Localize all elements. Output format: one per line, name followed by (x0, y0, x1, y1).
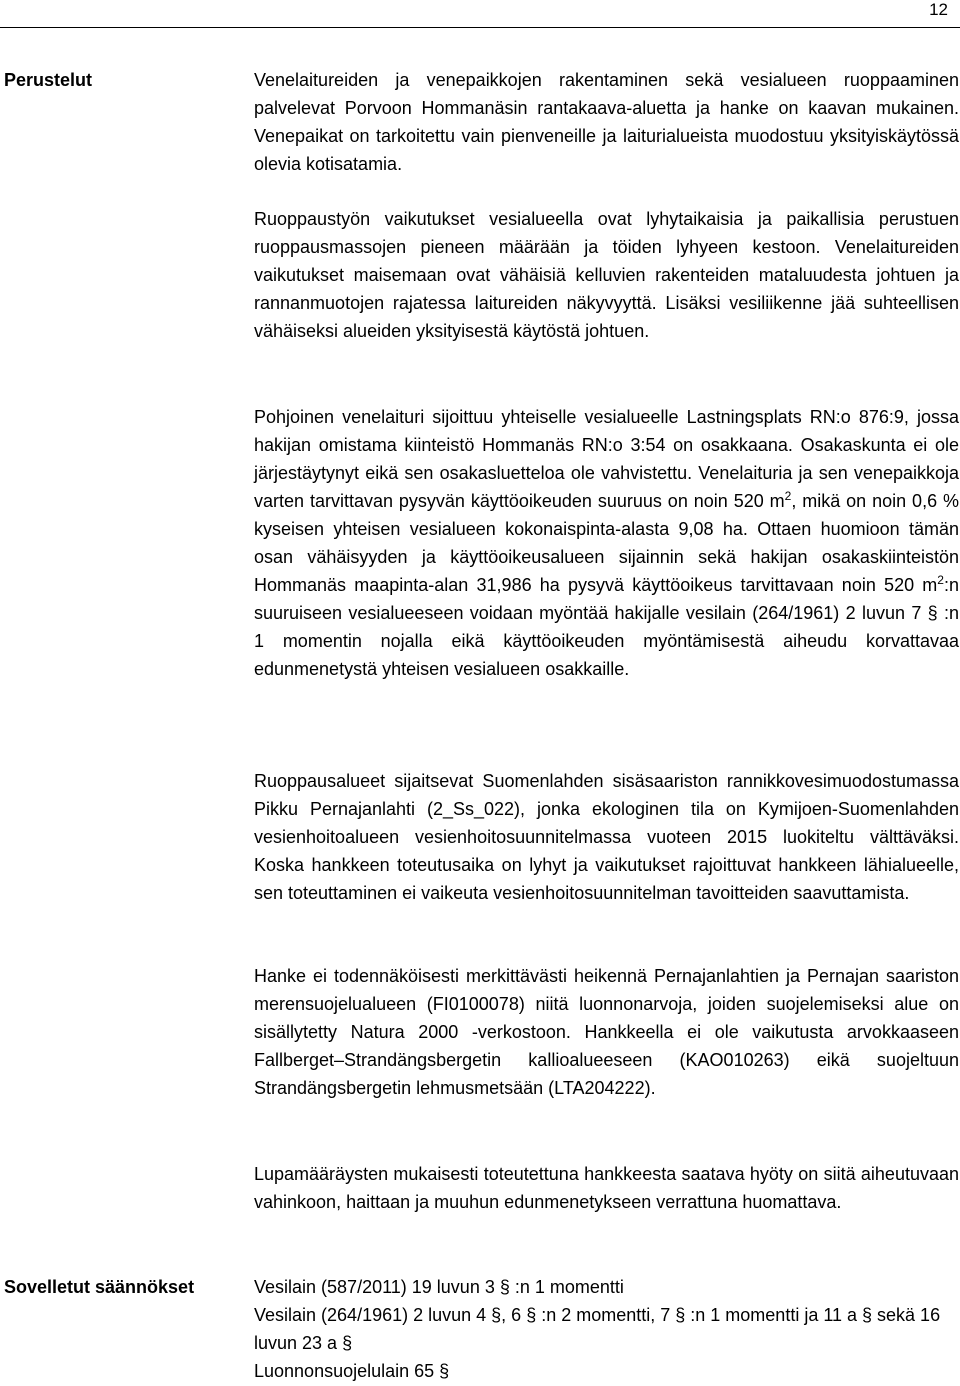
paragraph-3-text-b: , mikä on noin 0,6 % kyseisen yhteisen vesialueen kokonaispinta-alasta 9,08 ha. Ottaen huomioon tämän osan vähäisyyden ja käyttöoikeusalueen sijainnin sekä hakijan osakaskiinteistön Hommanäs maapinta-alan 31,986 ha pysyvä käyttöoikeus tarvittavaan noin 520 m (254, 491, 959, 595)
paragraph-2: Ruoppaustyön vaikutukset vesialueella ovat lyhytaikaisia ja paikallisia perustuen ruoppausmassojen pieneen määrään ja töiden lyhyeen kestoon. Venelaitureiden vaikutukset maisemaan ovat vähäisiä kelluvien rakenteiden mataluudesta johtuen ja rannanmuotojen rajatessa laitureiden näkyvyyttä. Lisäksi vesiliikenne jää suhteellisen vähäiseksi alueiden yksityisestä käytöstä johtuen. (254, 209, 959, 341)
paragraph-6: Lupamääräysten mukaisesti toteutettuna hankkeesta saatava hyöty on siitä aiheutuvaan vahinkoon, haittaan ja muuhun edunmenetykseen verrattuna huomattava. (254, 1164, 959, 1212)
paragraph-3-text-a: Pohjoinen venelaituri sijoittuu yhteiselle vesialueelle Lastningsplats RN:o 876:9, jossa hakijan omistama kiinteistö Hommanäs RN:o 3:54 on osakkaana. Osakaskunta ei ole järjestäytynyt eikä sen osakasluetteloa ole vahvistettu. Venelaituria ja sen venepaikkoja varten tarvittavan pysyvän käyttöoikeuden suuruus on noin 520 m (254, 407, 959, 511)
header-divider (0, 27, 960, 28)
provision-line: Vesilain (587/2011) 19 luvun 3 § :n 1 momentti (254, 1277, 624, 1297)
provision-line: Vesilain (264/1961) 2 luvun 4 §, 6 § :n 2 momentti, 7 § :n 1 momentti ja 11 a § sekä 16 luvun 23 a § (254, 1305, 941, 1353)
paragraph-3-sup-b: 2 (937, 573, 944, 587)
section-label-sovelletut: Sovelletut säännökset (4, 1277, 195, 1297)
paragraph-3-text-c: :n suuruiseen vesialueeseen voidaan myöntää hakijalle vesilain (264/1961) 2 luvun 7 § :n 1 momentin nojalla eikä käyttöoikeuden myöntämisestä aiheudu korvattavaa edunmenetystä yhteisen vesialueen osakkaille. (254, 575, 959, 679)
page-number: 12 (929, 0, 948, 19)
paragraph-3-sup-a: 2 (784, 489, 792, 503)
paragraph-4: Ruoppausalueet sijaitsevat Suomenlahden sisäsaariston rannikkovesimuodostumassa Pikku Pernajanlahti (2_Ss_022), jonka ekologinen tila on Kymijoen-Suomenlahden vesienhoitoalueen vesienhoitosuunnitelmassa vuoteen 2015 luokiteltu välttäväksi. Koska hankkeen toteutusaika on lyhyt ja vaikutukset rajoittuvat hankkeen lähialueelle, sen toteuttaminen ei vaikeuta vesienhoitosuunnitelman tavoitteiden saavuttamista. (254, 771, 959, 903)
paragraph-5: Hanke ei todennäköisesti merkittävästi heikennä Pernajanlahtien ja Pernajan saariston merensuojelualueen (FI0100078) niitä luonnonarvoja, joiden suojelemiseksi alue on sisällytetty Natura 2000 -verkostoon. Hankkeella ei ole vaikutusta arvokkaaseen Fallberget–Strandängsbergetin kallioalueeseen (KAO010263) eikä suojeltuun Strandängsbergetin lehmusmetsään (LTA204222). (254, 966, 959, 1098)
section-label-perustelut: Perustelut (4, 70, 93, 90)
provision-line: Luonnonsuojelulain 65 § (254, 1361, 450, 1381)
paragraph-1: Venelaitureiden ja venepaikkojen rakentaminen sekä vesialueen ruoppaaminen palvelevat Porvoon Hommanäsin rantakaava-aluetta ja hanke on kaavan mukainen. Venepaikat on tarkoitettu vain pienveneille ja laiturialueista muodostuu yksityiskäytössä olevia kotisatamia. (254, 70, 959, 174)
applied-provisions-list (254, 1273, 959, 1385)
paragraph-3 (254, 403, 959, 683)
